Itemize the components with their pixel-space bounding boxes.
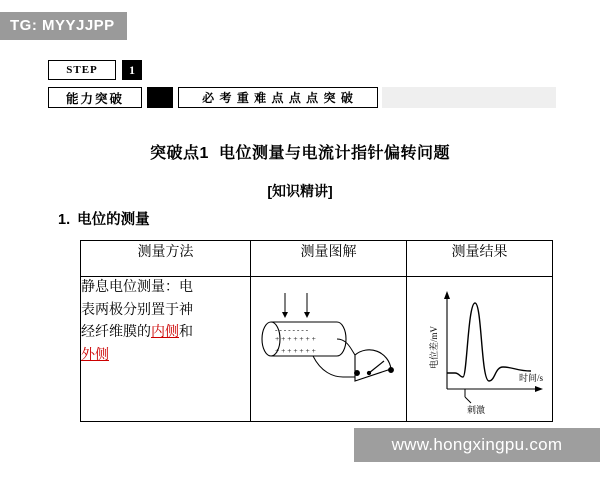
electrode-arrows-icon [282,293,310,318]
x-axis-label: 时间/s [519,373,544,383]
decorative-black-block [147,87,173,108]
nerve-fiber-galvanometer-diagram [251,277,405,420]
section-heading [58,208,150,229]
measurement-method-cell [81,277,251,422]
column-header-method: 测量方法 [81,241,251,277]
stimulus-label: 刺激 [467,405,486,415]
header-banner-text: 必 考 重 难 点 点 点 突 破 [178,87,378,108]
membrane-outer-charges: - - - - - - - - [275,325,309,334]
ability-breakthrough-label: 能力突破 [48,87,142,108]
measurement-result-cell [407,277,553,422]
top-watermark-badge: TG: MYYJJPP [0,12,127,40]
bottom-watermark: www.hongxingpu.com [354,428,600,462]
step-label: STEP [48,60,116,80]
method-keyword-outer: 外侧 [81,348,109,364]
page-title [0,140,600,163]
galvanometer-icon [355,350,394,381]
potential-curve [447,303,531,381]
method-line-3-plain-a: 经纤维膜的 [81,325,151,341]
action-potential-graph [407,277,551,420]
membrane-inner-charges-upper: + + + + + + + [275,334,316,343]
step-row-bottom [48,87,556,108]
breakthrough-point-label: 突破点1 [150,145,209,162]
column-header-diagram: 测量图解 [251,241,407,277]
main-title-text: 电位测量与电流计指针偏转问题 [218,145,450,162]
header-banner-tail [382,87,556,108]
y-axis-label: 电位差/mV [429,325,439,369]
table-row [81,277,553,422]
sub-title: [知识精讲] [267,183,333,199]
method-keyword-inner: 内侧 [151,325,179,341]
step-number: 1 [122,60,142,80]
method-line-1: 静息电位测量：电 [81,280,193,295]
method-line-2: 表两极分别置于神 [81,302,193,318]
section-title-text: 电位的测量 [77,212,150,228]
method-line-3 [81,322,250,345]
column-header-result: 测量结果 [407,241,553,277]
section-number: 1. [58,212,71,228]
membrane-inner-charges-lower: + + + + + + + [275,346,316,355]
method-line-4 [81,345,250,368]
stimulus-marker [465,389,471,403]
step-row-top [48,60,556,80]
content-table [80,240,553,422]
step-header [48,60,556,108]
measurement-diagram-cell [251,277,407,422]
table-header-row [81,241,553,277]
method-line-3-plain-b: 和 [179,325,193,341]
